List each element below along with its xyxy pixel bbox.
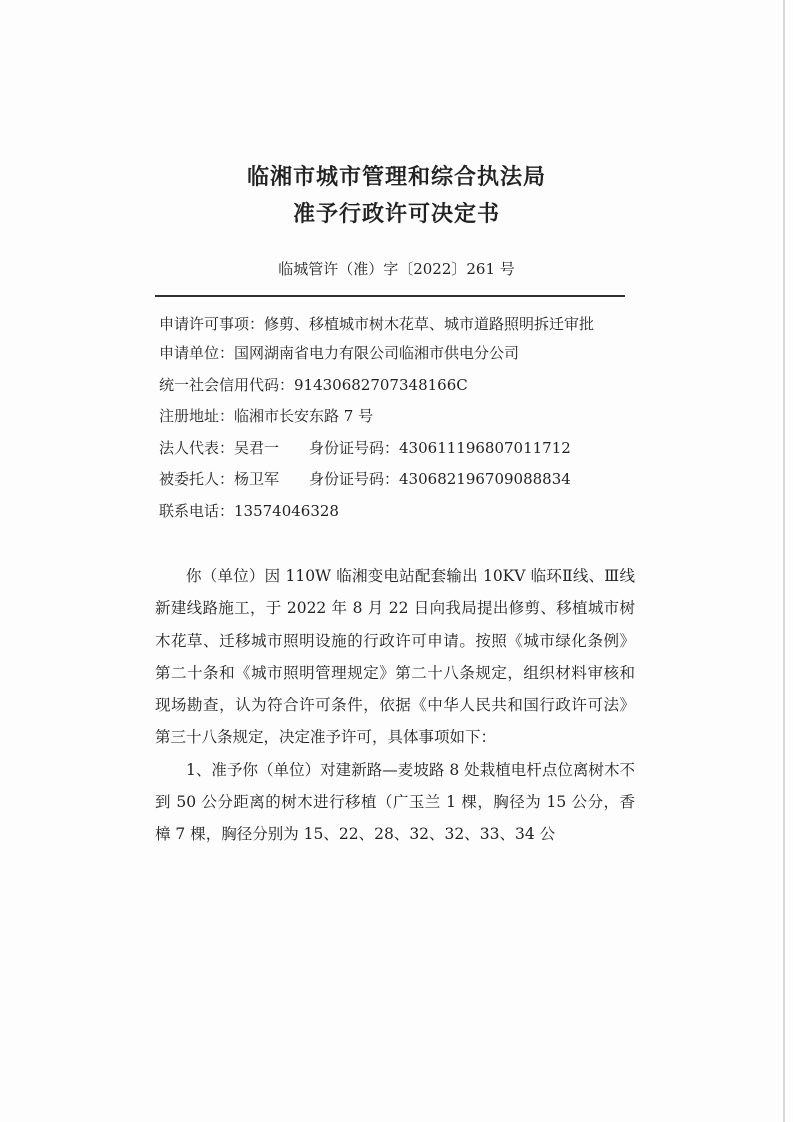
decision-body [155, 560, 635, 851]
legal-representative-id: 身份证号码：430611196807011712 [309, 439, 571, 457]
applicant-unit: 申请单位：国网湖南省电力有限公司临湘市供电分公司 [159, 344, 520, 362]
legal-representative-row [159, 437, 571, 458]
contact-phone: 联系电话：13574046328 [159, 502, 339, 520]
agent-id: 身份证号码：430682196709088834 [309, 470, 571, 488]
document-title: 准予行政许可决定书 [292, 202, 500, 227]
paragraph-item-1: 1、准予你（单位）对建新路—麦坡路 8 处栽植电杆点位离树木不到 50 公分距离的树木进行移植（广玉兰 1 棵，胸径为 15 公分，香樟 7 棵，胸径分别为 15、22、28、32、32、33、34 公 [155, 760, 635, 844]
permit-matter: 申请许可事项：修剪、移植城市树木花草、城市道路照明拆迁审批 [159, 315, 595, 333]
header-divider [155, 295, 625, 297]
registered-address: 注册地址：临湘市长安东路 7 号 [159, 407, 374, 425]
credit-code: 统一社会信用代码：91430682707348166C [159, 376, 468, 394]
paragraph-reason: 你（单位）因 110W 临湘变电站配套输出 10KV 临环Ⅱ线、Ⅲ线新建线路施工，于 2022 年 8 月 22 日向我局提出修剪、移植城市树木花草、迁移城市照明设施的行政许可申请。按照《城市绿化条例》第二十条和《城市照明管理规定》第二十八条规定，组织材料审核和现场勘查，认为符合许可条件，依据《中华人民共和国行政许可法》第三十八条规定，决定准予许可，具体事项如下： [155, 567, 635, 747]
legal-representative: 法人代表：吴君一 [159, 439, 280, 457]
document-number: 临城管许（准）字〔2022〕261 号 [278, 260, 515, 278]
agent-name: 被委托人：杨卫军 [159, 470, 280, 488]
agency-title: 临湘市城市管理和综合执法局 [246, 165, 546, 190]
agent-row [159, 468, 571, 489]
